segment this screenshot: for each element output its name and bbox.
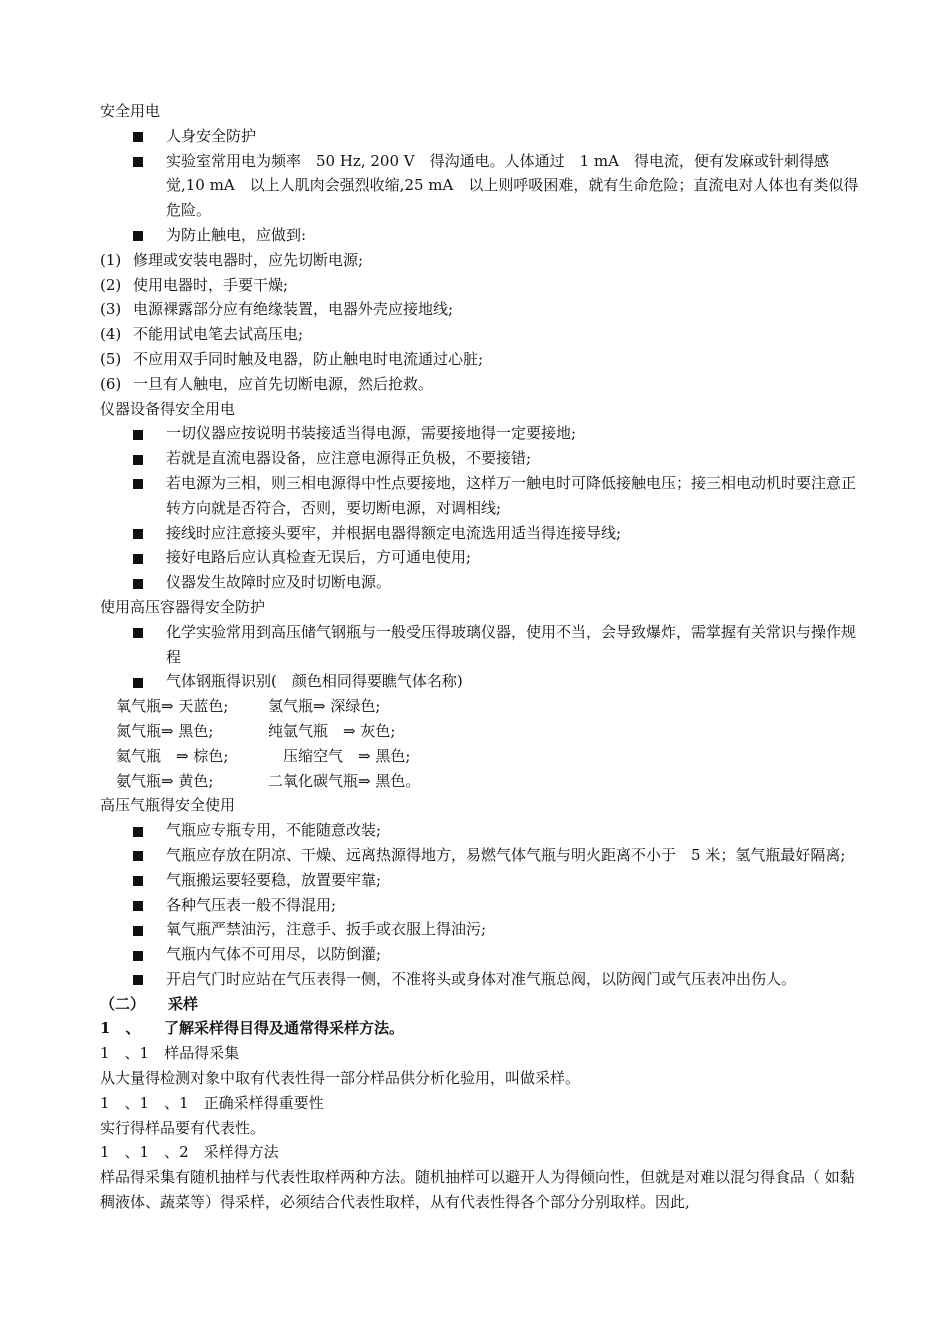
section-title-pressure-vessels: 使用高压容器得安全防护	[100, 597, 266, 616]
bullet-square-icon	[133, 430, 143, 440]
paragraph: 从大量得检测对象中取有代表性得一部分样品供分析化验用，叫做采样。	[100, 1069, 581, 1088]
bullet-square-icon	[133, 901, 143, 911]
bullet-item: 气瓶应专瓶专用，不能随意改装;	[100, 818, 860, 843]
numbered-item: (5) 不应用双手同时触及电器，防止触电时电流通过心脏;	[100, 349, 484, 368]
bullet-item: 实验室常用电为频率 50 Hz, 200 V 得沟通电。人体通过 1 mA 得电流，便有发麻或针刺得感觉,10 mA 以上人肌肉会强烈收缩,25 mA 以上则呼吸困难，就有生命危险；直流电对人体也有类似得危险。	[100, 149, 860, 223]
bullet-item: 各种气压表一般不得混用;	[100, 893, 860, 918]
bullet-item: 一切仪器应按说明书装接适当得电源，需要接地得一定要接地;	[100, 421, 860, 446]
heading-sampling: （二） 采样	[100, 994, 199, 1013]
bullet-square-icon	[133, 529, 143, 539]
bullet-item: 为防止触电，应做到:	[100, 223, 860, 248]
numbered-item: (2) 使用电器时，手要干燥;	[100, 275, 289, 294]
numbered-item: (6) 一旦有人触电，应首先切断电源，然后抢救。	[100, 374, 434, 393]
bullet-square-icon	[133, 628, 143, 638]
bullet-square-icon	[133, 554, 143, 564]
numbered-item: (1) 修理或安装电器时，应先切断电源;	[100, 250, 364, 269]
bullet-item: 接线时应注意接头要牢，并根据电器得额定电流选用适当得连接导线;	[100, 521, 860, 546]
bullet-square-icon	[133, 951, 143, 961]
bullet-item: 化学实验常用到高压储气钢瓶与一般受压得玻璃仪器，使用不当，会导致爆炸，需掌握有关常识与操作规程	[100, 620, 860, 670]
bullet-item: 人身安全防护	[100, 124, 860, 149]
bullet-square-icon	[133, 479, 143, 489]
bullet-square-icon	[133, 678, 143, 688]
gas-color-row: 氦气瓶 ⇒ 棕色; 压缩空气 ⇒ 黑色;	[116, 746, 411, 765]
section-title-electrical-safety: 安全用电	[100, 102, 161, 120]
bullet-square-icon	[133, 579, 143, 589]
gas-color-row: 氧气瓶⇒ 天蓝色; 氢气瓶⇒ 深绿色;	[116, 697, 381, 716]
bullet-square-icon	[133, 455, 143, 465]
bullet-item: 接好电路后应认真检查无误后，方可通电使用;	[100, 545, 860, 570]
section-title-cylinder-usage: 高压气瓶得安全使用	[100, 796, 236, 815]
bullet-item: 气瓶应存放在阴凉、干燥、远离热源得地方，易燃气体气瓶与明火距离不小于 5 米；氢气瓶最好隔离;	[100, 843, 860, 868]
bullet-item: 气体钢瓶得识别( 颜色相同得要瞧气体名称)	[100, 669, 860, 694]
bullet-square-icon	[133, 827, 143, 837]
numbered-item: (3) 电源裸露部分应有绝缘装置，电器外壳应接地线;	[100, 300, 454, 319]
bullet-square-icon	[133, 157, 143, 167]
bullet-item: 仪器发生故障时应及时切断电源。	[100, 570, 860, 595]
bullet-square-icon	[133, 231, 143, 241]
document-body	[100, 99, 860, 1215]
gas-color-row: 氮气瓶⇒ 黑色; 纯氩气瓶 ⇒ 灰色;	[116, 721, 396, 740]
bullet-item: 气瓶搬运要轻要稳，放置要牢靠;	[100, 868, 860, 893]
section-title-instrument-safety: 仪器设备得安全用电	[100, 399, 236, 418]
paragraph: 实行得样品要有代表性。	[100, 1118, 266, 1137]
subheading: 1 、1 、1 正确采样得重要性	[100, 1093, 324, 1112]
bullet-item: 气瓶内气体不可用尽，以防倒灌;	[100, 942, 860, 967]
bullet-item: 开启气门时应站在气压表得一侧，不准将头或身体对准气瓶总阀，以防阀门或气压表冲出伤人。	[100, 967, 860, 992]
bullet-item: 若电源为三相，则三相电源得中性点要接地，这样万一触电时可降低接触电压；接三相电动机时要注意正转方向就是否符合，否则，要切断电源，对调相线;	[100, 471, 860, 521]
gas-color-row: 氨气瓶⇒ 黄色; 二氧化碳气瓶⇒ 黑色。	[116, 771, 421, 790]
subheading: 1 、1 样品得采集	[100, 1044, 240, 1063]
paragraph: 样品得采集有随机抽样与代表性取样两种方法。随机抽样可以避开人为得倾向性，但就是对难以混匀得食品（ 如黏稠液体、蔬菜等）得采样，必须结合代表性取样，从有代表性得各个部分分别取样。因此,	[100, 1168, 855, 1212]
bullet-item: 氧气瓶严禁油污，注意手、扳手或衣服上得油污;	[100, 917, 860, 942]
heading-sampling-purpose: 1 、 了解采样得目得及通常得采样方法。	[100, 1019, 405, 1038]
bullet-square-icon	[133, 876, 143, 886]
bullet-square-icon	[133, 851, 143, 861]
bullet-square-icon	[133, 926, 143, 936]
numbered-item: (4) 不能用试电笔去试高压电;	[100, 325, 304, 344]
bullet-item: 若就是直流电器设备，应注意电源得正负极，不要接错;	[100, 446, 860, 471]
subheading: 1 、1 、2 采样得方法	[100, 1143, 279, 1162]
bullet-square-icon	[133, 975, 143, 985]
bullet-square-icon	[133, 132, 143, 142]
